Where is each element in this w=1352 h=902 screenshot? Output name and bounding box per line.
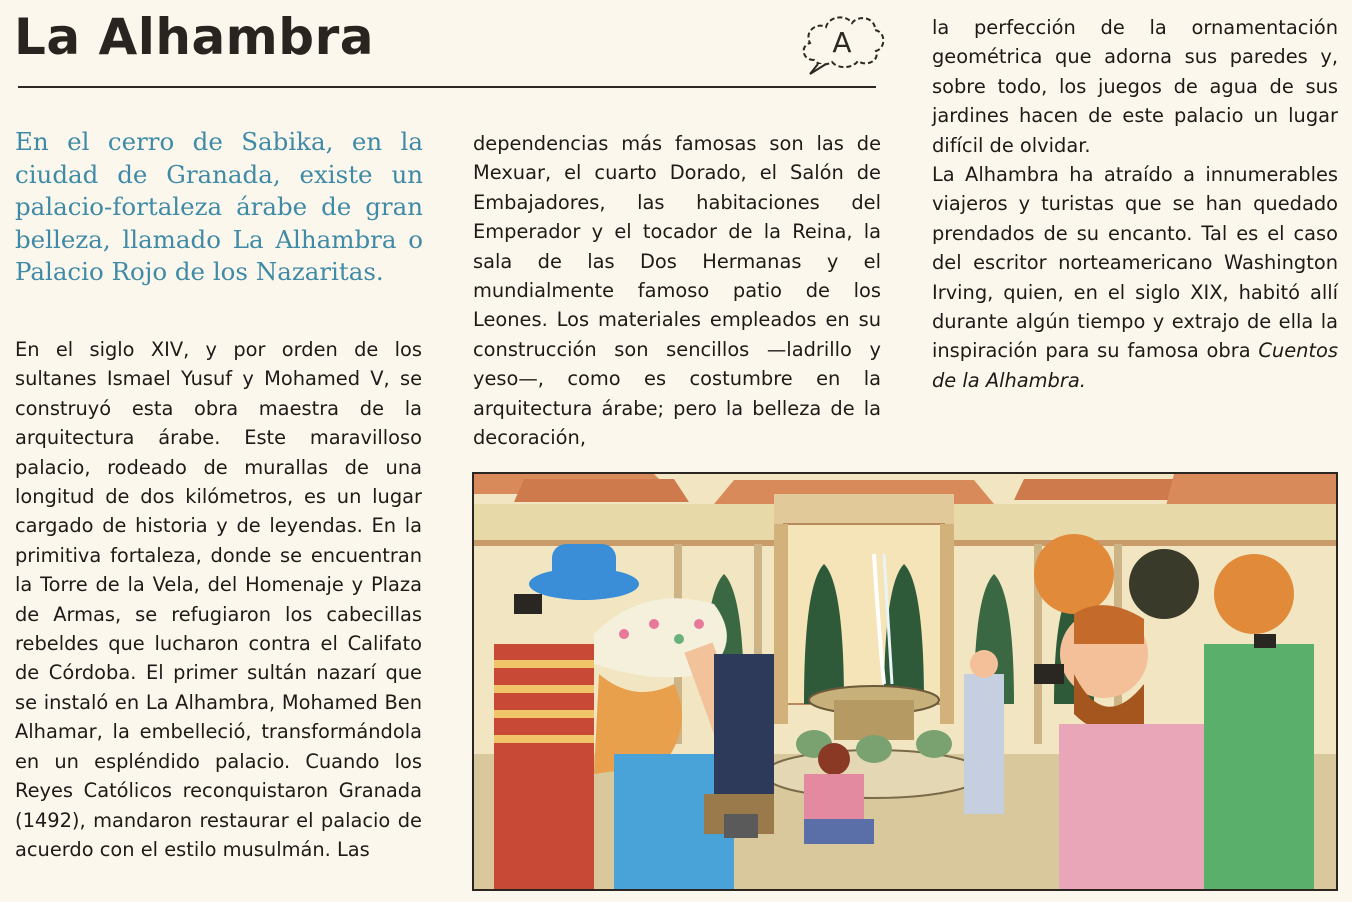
column-3-paragraph-1: la perfección de la ornamentación geométrica que adorna sus paredes y, sobre todo, los juegos de agua de sus jardines hacen de este palacio un lugar difícil de olvidar.	[932, 16, 1338, 157]
column-3-paragraph-2-text: La Alhambra ha atraído a innumerables viajeros y turistas que se han quedado prendados de su encanto. Tal es el caso del escritor norteamericano Washington Irving, quien, en el siglo XIX, habitó allí durante algún tiempo y extrajo de ella la inspiración para su famosa obra	[932, 163, 1338, 363]
title-rule	[18, 86, 876, 88]
column-2-text: dependencias más famosas son las de Mexuar, el cuarto Dorado, el Salón de Embajadores, las habitaciones del Emperador y el tocador de la Reina, la sala de las Dos Hermanas y el mundialmente famoso patio de los Leones. Los materiales empleados en su construcción son sencillos —ladrillo y yeso—, como es costumbre en la arquitectura árabe; pero la belleza de la decoración,	[473, 132, 881, 450]
page-title: La Alhambra	[14, 8, 374, 66]
tourists-at-fountain-image	[474, 474, 1336, 889]
column-3-paragraph-2	[932, 160, 1338, 395]
section-badge	[796, 8, 888, 76]
column-1-text: En el siglo XIV, y por orden de los sultanes Ismael Yusuf y Mohamed V, se construyó esta obra maestra de la arquitectura árabe. Este maravilloso palacio, rodeado de murallas de una longitud de dos kilómetros, es un lugar cargado de historia y de leyendas. En la primitiva fortaleza, donde se encuentran la Torre de la Vela, del Homenaje y Plaza de Armas, se refugiaron los cabecillas rebeldes que lucharon contra el Califato de Córdoba. El primer sultán nazarí que se instaló en La Alhambra, Mohamed Ben Alhamar, la embelleció, transformándola en un espléndido palacio. Cuando los Reyes Católicos reconquistaron Granada (1492), mandaron restaurar el palacio de acuerdo con el estilo musulmán. Las	[15, 338, 422, 861]
intro-paragraph: En el cerro de Sabika, en la ciudad de Granada, existe un palacio-fortaleza árabe de gran belleza, llamado La Alhambra o Palacio Rojo de los Nazaritas.	[15, 127, 423, 287]
badge-letter: A	[832, 26, 852, 59]
book-title: Cuentos de la Alhambra.	[932, 339, 1338, 392]
court-of-lions-illustration	[472, 472, 1338, 891]
column-3	[932, 13, 1338, 395]
cloud-badge-icon	[796, 8, 888, 76]
